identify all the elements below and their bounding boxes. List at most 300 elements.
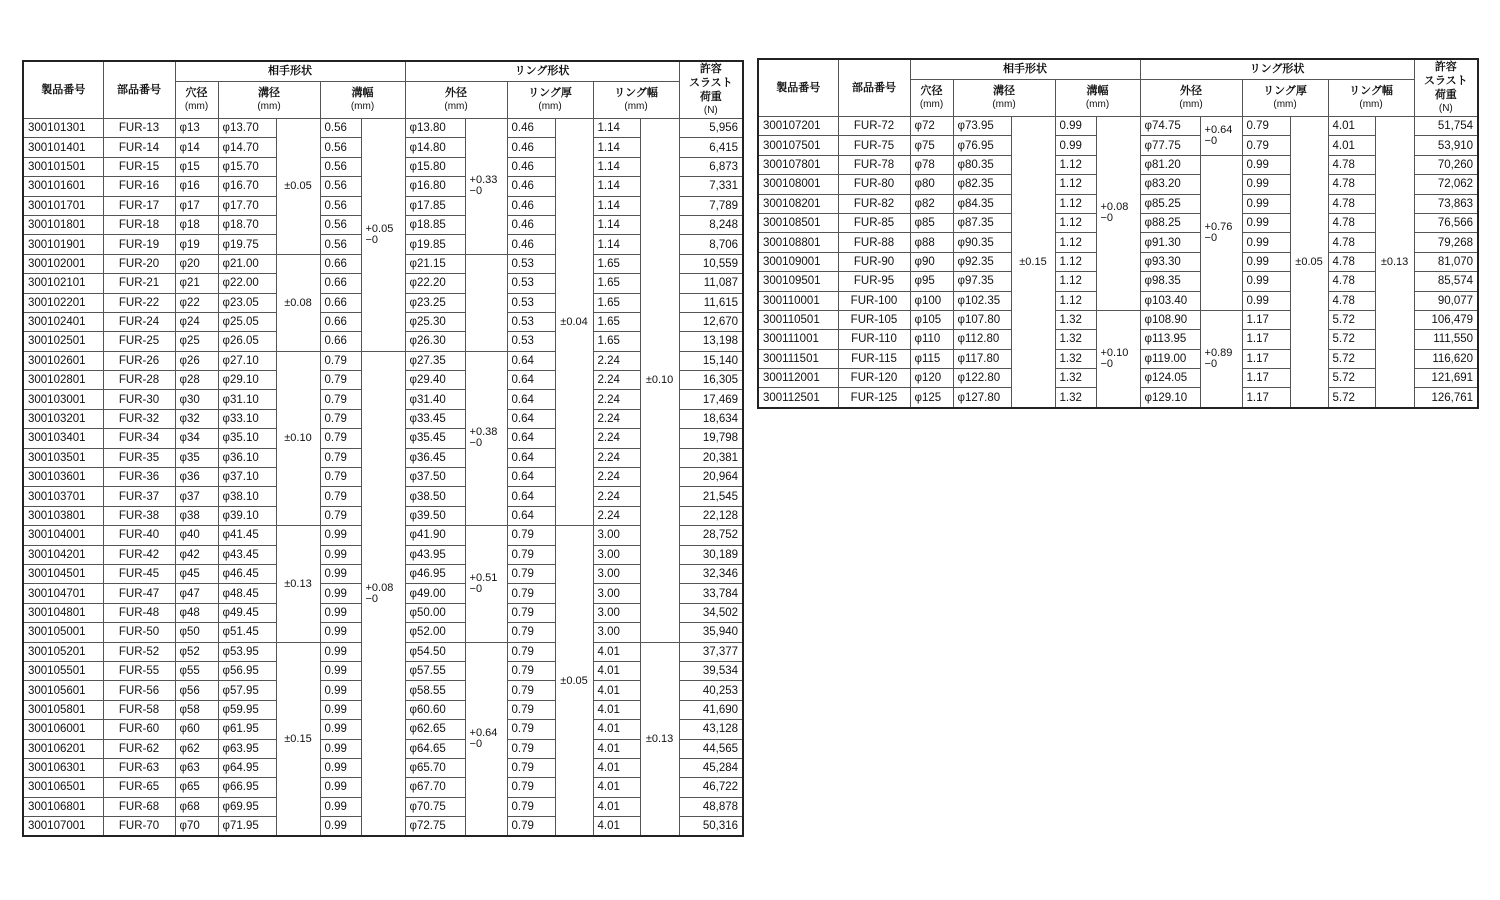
cell-ring-width: 3.00 bbox=[593, 603, 640, 622]
cell-ring-width: 4.01 bbox=[593, 739, 640, 758]
cell-ring-thickness: 0.99 bbox=[1242, 291, 1290, 310]
tolerance-groove-dia: ±0.15 bbox=[1011, 117, 1055, 408]
cell-bore: φ15 bbox=[175, 157, 218, 176]
cell-groove-width: 0.79 bbox=[320, 487, 361, 506]
cell-part-no: FUR-35 bbox=[103, 448, 175, 467]
cell-part-no: FUR-45 bbox=[103, 564, 175, 583]
cell-ring-width: 4.01 bbox=[1328, 136, 1375, 155]
cell-bore: φ100 bbox=[910, 291, 953, 310]
cell-bore: φ58 bbox=[175, 700, 218, 719]
tolerance-ring-width: ±0.10 bbox=[640, 119, 679, 643]
cell-bore: φ20 bbox=[175, 254, 218, 273]
cell-bore: φ35 bbox=[175, 448, 218, 467]
cell-groove-dia: φ61.95 bbox=[218, 720, 276, 739]
cell-bore: φ78 bbox=[910, 155, 953, 174]
cell-groove-width: 1.12 bbox=[1055, 155, 1096, 174]
tolerance-outer-dia: +0.33 −0 bbox=[465, 119, 507, 255]
cell-ring-width: 2.24 bbox=[593, 390, 640, 409]
cell-part-no: FUR-125 bbox=[838, 388, 910, 408]
cell-bore: φ110 bbox=[910, 330, 953, 349]
cell-outer-dia: φ52.00 bbox=[405, 623, 465, 642]
cell-product-no: 300107201 bbox=[758, 117, 838, 136]
cell-groove-width: 0.56 bbox=[320, 138, 361, 157]
cell-bore: φ55 bbox=[175, 661, 218, 680]
header-part-no: 部品番号 bbox=[103, 61, 175, 119]
tolerance-groove-width: +0.10 −0 bbox=[1096, 310, 1140, 407]
cell-product-no: 300112501 bbox=[758, 388, 838, 408]
cell-bore: φ42 bbox=[175, 545, 218, 564]
cell-bore: φ48 bbox=[175, 603, 218, 622]
cell-ring-width: 1.14 bbox=[593, 119, 640, 138]
tolerance-outer-dia: +0.51 −0 bbox=[465, 526, 507, 642]
cell-ring-thickness: 0.79 bbox=[507, 720, 555, 739]
cell-groove-dia: φ33.10 bbox=[218, 409, 276, 428]
cell-bore: φ21 bbox=[175, 274, 218, 293]
cell-groove-dia: φ26.05 bbox=[218, 332, 276, 351]
cell-product-no: 300101401 bbox=[23, 138, 103, 157]
cell-groove-dia: φ36.10 bbox=[218, 448, 276, 467]
cell-ring-width: 4.01 bbox=[593, 797, 640, 816]
cell-groove-dia: φ21.00 bbox=[218, 254, 276, 273]
tolerance-outer-dia: +0.64 −0 bbox=[465, 642, 507, 836]
cell-ring-width: 1.14 bbox=[593, 235, 640, 254]
cell-thrust-load: 121,691 bbox=[1414, 369, 1478, 388]
cell-bore: φ45 bbox=[175, 564, 218, 583]
header-product-no: 製品番号 bbox=[758, 59, 838, 117]
cell-thrust-load: 73,863 bbox=[1414, 194, 1478, 213]
header-groove-width: 溝幅 (mm) bbox=[320, 81, 405, 118]
cell-part-no: FUR-120 bbox=[838, 369, 910, 388]
cell-groove-width: 0.56 bbox=[320, 235, 361, 254]
cell-bore: φ22 bbox=[175, 293, 218, 312]
cell-thrust-load: 11,087 bbox=[679, 274, 743, 293]
tolerance-outer-dia: +0.89 −0 bbox=[1200, 310, 1242, 407]
tolerance-groove-dia: ±0.15 bbox=[276, 642, 320, 836]
cell-groove-dia: φ23.05 bbox=[218, 293, 276, 312]
cell-groove-dia: φ71.95 bbox=[218, 817, 276, 837]
cell-product-no: 300101801 bbox=[23, 215, 103, 234]
cell-thrust-load: 6,873 bbox=[679, 157, 743, 176]
cell-ring-width: 4.01 bbox=[593, 700, 640, 719]
cell-ring-thickness: 0.53 bbox=[507, 274, 555, 293]
cell-thrust-load: 43,128 bbox=[679, 720, 743, 739]
cell-groove-width: 0.66 bbox=[320, 274, 361, 293]
cell-groove-dia: φ19.75 bbox=[218, 235, 276, 254]
cell-product-no: 300104701 bbox=[23, 584, 103, 603]
cell-groove-dia: φ102.35 bbox=[953, 291, 1011, 310]
cell-bore: φ85 bbox=[910, 213, 953, 232]
cell-thrust-load: 15,140 bbox=[679, 351, 743, 370]
cell-ring-width: 1.14 bbox=[593, 157, 640, 176]
cell-product-no: 300101901 bbox=[23, 235, 103, 254]
cell-bore: φ105 bbox=[910, 310, 953, 329]
cell-groove-dia: φ64.95 bbox=[218, 758, 276, 777]
cell-groove-dia: φ27.10 bbox=[218, 351, 276, 370]
cell-part-no: FUR-110 bbox=[838, 330, 910, 349]
header-ring-width: リング幅 (mm) bbox=[1328, 79, 1414, 116]
header-outer-dia: 外径 (mm) bbox=[405, 81, 507, 118]
cell-ring-width: 2.24 bbox=[593, 448, 640, 467]
cell-groove-dia: φ56.95 bbox=[218, 661, 276, 680]
header-thrust-load: 許容 スラスト 荷重 (N) bbox=[1414, 59, 1478, 117]
cell-thrust-load: 50,316 bbox=[679, 817, 743, 837]
cell-ring-width: 1.14 bbox=[593, 215, 640, 234]
cell-thrust-load: 6,415 bbox=[679, 138, 743, 157]
cell-part-no: FUR-21 bbox=[103, 274, 175, 293]
cell-thrust-load: 48,878 bbox=[679, 797, 743, 816]
cell-ring-width: 2.24 bbox=[593, 429, 640, 448]
cell-ring-thickness: 0.79 bbox=[1242, 136, 1290, 155]
cell-thrust-load: 126,761 bbox=[1414, 388, 1478, 408]
header-ring-thickness: リング厚 (mm) bbox=[507, 81, 593, 118]
cell-ring-width: 4.01 bbox=[593, 778, 640, 797]
cell-groove-width: 1.12 bbox=[1055, 291, 1096, 310]
cell-groove-dia: φ92.35 bbox=[953, 252, 1011, 271]
cell-outer-dia: φ54.50 bbox=[405, 642, 465, 661]
cell-groove-dia: φ112.80 bbox=[953, 330, 1011, 349]
cell-outer-dia: φ60.60 bbox=[405, 700, 465, 719]
cell-bore: φ65 bbox=[175, 778, 218, 797]
cell-product-no: 300111501 bbox=[758, 349, 838, 368]
cell-ring-thickness: 0.79 bbox=[507, 623, 555, 642]
cell-groove-width: 0.66 bbox=[320, 254, 361, 273]
header-ring-shape: リング形状 bbox=[405, 61, 679, 81]
cell-groove-dia: φ35.10 bbox=[218, 429, 276, 448]
cell-groove-width: 0.66 bbox=[320, 312, 361, 331]
cell-groove-dia: φ73.95 bbox=[953, 117, 1011, 136]
cell-groove-dia: φ97.35 bbox=[953, 272, 1011, 291]
table-row bbox=[758, 117, 1478, 136]
cell-ring-width: 4.01 bbox=[593, 758, 640, 777]
cell-part-no: FUR-16 bbox=[103, 177, 175, 196]
cell-groove-width: 0.99 bbox=[320, 526, 361, 545]
cell-thrust-load: 21,545 bbox=[679, 487, 743, 506]
cell-ring-width: 3.00 bbox=[593, 564, 640, 583]
cell-groove-dia: φ122.80 bbox=[953, 369, 1011, 388]
cell-groove-width: 0.79 bbox=[320, 409, 361, 428]
cell-ring-thickness: 1.17 bbox=[1242, 330, 1290, 349]
cell-thrust-load: 28,752 bbox=[679, 526, 743, 545]
cell-bore: φ40 bbox=[175, 526, 218, 545]
cell-part-no: FUR-30 bbox=[103, 390, 175, 409]
cell-outer-dia: φ81.20 bbox=[1140, 155, 1200, 174]
cell-ring-thickness: 0.79 bbox=[507, 526, 555, 545]
cell-groove-width: 0.79 bbox=[320, 468, 361, 487]
cell-ring-thickness: 0.64 bbox=[507, 390, 555, 409]
cell-ring-width: 4.01 bbox=[593, 817, 640, 837]
cell-part-no: FUR-32 bbox=[103, 409, 175, 428]
cell-outer-dia: φ91.30 bbox=[1140, 233, 1200, 252]
cell-groove-dia: φ53.95 bbox=[218, 642, 276, 661]
cell-thrust-load: 76,566 bbox=[1414, 213, 1478, 232]
cell-ring-width: 1.65 bbox=[593, 293, 640, 312]
header-outer-dia: 外径 (mm) bbox=[1140, 79, 1242, 116]
cell-part-no: FUR-25 bbox=[103, 332, 175, 351]
cell-bore: φ34 bbox=[175, 429, 218, 448]
cell-outer-dia: φ15.80 bbox=[405, 157, 465, 176]
cell-thrust-load: 79,268 bbox=[1414, 233, 1478, 252]
cell-product-no: 300102801 bbox=[23, 371, 103, 390]
cell-ring-thickness: 0.99 bbox=[1242, 233, 1290, 252]
cell-thrust-load: 51,754 bbox=[1414, 117, 1478, 136]
cell-product-no: 300105201 bbox=[23, 642, 103, 661]
cell-ring-thickness: 0.46 bbox=[507, 119, 555, 138]
cell-product-no: 300104501 bbox=[23, 564, 103, 583]
cell-ring-width: 1.65 bbox=[593, 254, 640, 273]
cell-ring-thickness: 0.53 bbox=[507, 312, 555, 331]
cell-groove-width: 1.12 bbox=[1055, 194, 1096, 213]
cell-product-no: 300104001 bbox=[23, 526, 103, 545]
cell-groove-width: 0.79 bbox=[320, 351, 361, 370]
cell-part-no: FUR-24 bbox=[103, 312, 175, 331]
cell-part-no: FUR-62 bbox=[103, 739, 175, 758]
cell-product-no: 300106201 bbox=[23, 739, 103, 758]
cell-product-no: 300103801 bbox=[23, 506, 103, 525]
tolerance-groove-dia: ±0.08 bbox=[276, 254, 320, 351]
cell-thrust-load: 32,346 bbox=[679, 564, 743, 583]
cell-outer-dia: φ43.95 bbox=[405, 545, 465, 564]
cell-ring-thickness: 0.46 bbox=[507, 177, 555, 196]
cell-part-no: FUR-40 bbox=[103, 526, 175, 545]
header-ring-shape: リング形状 bbox=[1140, 59, 1414, 79]
cell-outer-dia: φ25.30 bbox=[405, 312, 465, 331]
cell-outer-dia: φ23.25 bbox=[405, 293, 465, 312]
cell-bore: φ56 bbox=[175, 681, 218, 700]
cell-part-no: FUR-100 bbox=[838, 291, 910, 310]
cell-groove-dia: φ31.10 bbox=[218, 390, 276, 409]
cell-bore: φ115 bbox=[910, 349, 953, 368]
cell-ring-width: 3.00 bbox=[593, 584, 640, 603]
cell-ring-thickness: 0.79 bbox=[507, 739, 555, 758]
cell-outer-dia: φ65.70 bbox=[405, 758, 465, 777]
cell-groove-width: 0.79 bbox=[320, 506, 361, 525]
cell-product-no: 300105001 bbox=[23, 623, 103, 642]
cell-product-no: 300110501 bbox=[758, 310, 838, 329]
cell-bore: φ80 bbox=[910, 175, 953, 194]
cell-part-no: FUR-78 bbox=[838, 155, 910, 174]
cell-groove-width: 0.66 bbox=[320, 332, 361, 351]
cell-product-no: 300102601 bbox=[23, 351, 103, 370]
cell-outer-dia: φ41.90 bbox=[405, 526, 465, 545]
cell-outer-dia: φ129.10 bbox=[1140, 388, 1200, 408]
cell-ring-thickness: 0.99 bbox=[1242, 194, 1290, 213]
cell-ring-thickness: 0.64 bbox=[507, 409, 555, 428]
cell-product-no: 300109501 bbox=[758, 272, 838, 291]
cell-outer-dia: φ50.00 bbox=[405, 603, 465, 622]
cell-ring-width: 3.00 bbox=[593, 623, 640, 642]
cell-outer-dia: φ27.35 bbox=[405, 351, 465, 370]
cell-thrust-load: 17,469 bbox=[679, 390, 743, 409]
cell-ring-thickness: 0.79 bbox=[507, 797, 555, 816]
cell-part-no: FUR-75 bbox=[838, 136, 910, 155]
cell-product-no: 300106801 bbox=[23, 797, 103, 816]
cell-part-no: FUR-20 bbox=[103, 254, 175, 273]
cell-groove-dia: φ87.35 bbox=[953, 213, 1011, 232]
cell-ring-width: 5.72 bbox=[1328, 330, 1375, 349]
cell-outer-dia: φ98.35 bbox=[1140, 272, 1200, 291]
cell-ring-width: 2.24 bbox=[593, 487, 640, 506]
cell-part-no: FUR-47 bbox=[103, 584, 175, 603]
cell-part-no: FUR-37 bbox=[103, 487, 175, 506]
cell-ring-thickness: 1.17 bbox=[1242, 310, 1290, 329]
cell-groove-dia: φ69.95 bbox=[218, 797, 276, 816]
cell-outer-dia: φ21.15 bbox=[405, 254, 465, 273]
cell-groove-width: 0.99 bbox=[320, 584, 361, 603]
cell-outer-dia: φ38.50 bbox=[405, 487, 465, 506]
cell-groove-width: 1.12 bbox=[1055, 233, 1096, 252]
cell-groove-width: 0.56 bbox=[320, 215, 361, 234]
cell-thrust-load: 44,565 bbox=[679, 739, 743, 758]
cell-bore: φ24 bbox=[175, 312, 218, 331]
tolerance-ring-width: ±0.13 bbox=[640, 642, 679, 836]
cell-product-no: 300106001 bbox=[23, 720, 103, 739]
cell-outer-dia: φ29.40 bbox=[405, 371, 465, 390]
cell-ring-width: 2.24 bbox=[593, 371, 640, 390]
cell-ring-thickness: 0.99 bbox=[1242, 272, 1290, 291]
cell-product-no: 300108501 bbox=[758, 213, 838, 232]
cell-part-no: FUR-38 bbox=[103, 506, 175, 525]
cell-thrust-load: 13,198 bbox=[679, 332, 743, 351]
cell-ring-thickness: 0.46 bbox=[507, 157, 555, 176]
cell-thrust-load: 11,615 bbox=[679, 293, 743, 312]
cell-groove-dia: φ29.10 bbox=[218, 371, 276, 390]
tolerance-groove-dia: ±0.13 bbox=[276, 526, 320, 642]
cell-part-no: FUR-115 bbox=[838, 349, 910, 368]
cell-product-no: 300101701 bbox=[23, 196, 103, 215]
cell-groove-dia: φ14.70 bbox=[218, 138, 276, 157]
cell-ring-width: 1.14 bbox=[593, 196, 640, 215]
cell-product-no: 300106501 bbox=[23, 778, 103, 797]
cell-groove-dia: φ43.45 bbox=[218, 545, 276, 564]
cell-ring-thickness: 0.79 bbox=[507, 603, 555, 622]
cell-product-no: 300105801 bbox=[23, 700, 103, 719]
header-product-no: 製品番号 bbox=[23, 61, 103, 119]
cell-outer-dia: φ103.40 bbox=[1140, 291, 1200, 310]
cell-outer-dia: φ77.75 bbox=[1140, 136, 1200, 155]
cell-groove-width: 0.56 bbox=[320, 157, 361, 176]
header-groove-dia: 溝径 (mm) bbox=[953, 79, 1055, 116]
cell-product-no: 300107001 bbox=[23, 817, 103, 837]
header-ring-width: リング幅 (mm) bbox=[593, 81, 679, 118]
cell-part-no: FUR-55 bbox=[103, 661, 175, 680]
tolerance-groove-width: +0.08 −0 bbox=[1096, 117, 1140, 311]
cell-ring-thickness: 0.99 bbox=[1242, 213, 1290, 232]
cell-groove-dia: φ46.45 bbox=[218, 564, 276, 583]
cell-product-no: 300107501 bbox=[758, 136, 838, 155]
cell-outer-dia: φ108.90 bbox=[1140, 310, 1200, 329]
cell-part-no: FUR-42 bbox=[103, 545, 175, 564]
table-row bbox=[23, 351, 743, 370]
cell-groove-width: 0.99 bbox=[320, 758, 361, 777]
table-body-right bbox=[758, 117, 1478, 408]
cell-ring-thickness: 0.64 bbox=[507, 468, 555, 487]
cell-ring-thickness: 0.53 bbox=[507, 254, 555, 273]
cell-thrust-load: 37,377 bbox=[679, 642, 743, 661]
cell-outer-dia: φ31.40 bbox=[405, 390, 465, 409]
cell-bore: φ68 bbox=[175, 797, 218, 816]
cell-ring-thickness: 0.79 bbox=[1242, 117, 1290, 136]
cell-bore: φ52 bbox=[175, 642, 218, 661]
cell-groove-width: 1.32 bbox=[1055, 388, 1096, 408]
cell-part-no: FUR-19 bbox=[103, 235, 175, 254]
cell-ring-thickness: 0.64 bbox=[507, 371, 555, 390]
cell-part-no: FUR-26 bbox=[103, 351, 175, 370]
cell-outer-dia: φ18.85 bbox=[405, 215, 465, 234]
cell-outer-dia: φ26.30 bbox=[405, 332, 465, 351]
cell-ring-thickness: 0.99 bbox=[1242, 175, 1290, 194]
cell-groove-width: 0.99 bbox=[1055, 136, 1096, 155]
tolerance-ring-thickness: ±0.05 bbox=[555, 526, 593, 837]
cell-thrust-load: 7,331 bbox=[679, 177, 743, 196]
header-ring-thickness: リング厚 (mm) bbox=[1242, 79, 1328, 116]
cell-ring-width: 4.78 bbox=[1328, 291, 1375, 310]
cell-outer-dia: φ33.45 bbox=[405, 409, 465, 428]
tolerance-ring-thickness: ±0.04 bbox=[555, 119, 593, 526]
cell-part-no: FUR-13 bbox=[103, 119, 175, 138]
cell-thrust-load: 18,634 bbox=[679, 409, 743, 428]
tolerance-outer-dia: +0.76 −0 bbox=[1200, 155, 1242, 310]
cell-ring-width: 1.65 bbox=[593, 312, 640, 331]
cell-groove-dia: φ63.95 bbox=[218, 739, 276, 758]
tolerance-outer-dia bbox=[465, 254, 507, 351]
cell-bore: φ16 bbox=[175, 177, 218, 196]
cell-groove-dia: φ13.70 bbox=[218, 119, 276, 138]
cell-groove-dia: φ39.10 bbox=[218, 506, 276, 525]
cell-bore: φ26 bbox=[175, 351, 218, 370]
cell-ring-width: 2.24 bbox=[593, 468, 640, 487]
cell-groove-width: 0.66 bbox=[320, 293, 361, 312]
cell-bore: φ62 bbox=[175, 739, 218, 758]
cell-part-no: FUR-88 bbox=[838, 233, 910, 252]
cell-thrust-load: 19,798 bbox=[679, 429, 743, 448]
cell-outer-dia: φ85.25 bbox=[1140, 194, 1200, 213]
cell-ring-thickness: 0.46 bbox=[507, 196, 555, 215]
cell-bore: φ63 bbox=[175, 758, 218, 777]
cell-bore: φ70 bbox=[175, 817, 218, 837]
cell-groove-dia: φ17.70 bbox=[218, 196, 276, 215]
cell-part-no: FUR-80 bbox=[838, 175, 910, 194]
cell-groove-dia: φ49.45 bbox=[218, 603, 276, 622]
cell-ring-thickness: 0.79 bbox=[507, 661, 555, 680]
cell-groove-width: 0.56 bbox=[320, 119, 361, 138]
cell-thrust-load: 20,381 bbox=[679, 448, 743, 467]
cell-thrust-load: 46,722 bbox=[679, 778, 743, 797]
cell-groove-width: 1.32 bbox=[1055, 330, 1096, 349]
header-groove-width: 溝幅 (mm) bbox=[1055, 79, 1140, 116]
cell-groove-dia: φ38.10 bbox=[218, 487, 276, 506]
cell-ring-thickness: 0.99 bbox=[1242, 252, 1290, 271]
cell-groove-width: 0.99 bbox=[320, 564, 361, 583]
cell-groove-dia: φ107.80 bbox=[953, 310, 1011, 329]
cell-bore: φ17 bbox=[175, 196, 218, 215]
cell-ring-thickness: 0.79 bbox=[507, 778, 555, 797]
cell-thrust-load: 72,062 bbox=[1414, 175, 1478, 194]
spec-table-left bbox=[22, 60, 744, 837]
cell-thrust-load: 41,690 bbox=[679, 700, 743, 719]
cell-ring-thickness: 0.64 bbox=[507, 506, 555, 525]
cell-part-no: FUR-95 bbox=[838, 272, 910, 291]
cell-product-no: 300102201 bbox=[23, 293, 103, 312]
cell-thrust-load: 8,706 bbox=[679, 235, 743, 254]
cell-groove-width: 0.99 bbox=[320, 681, 361, 700]
cell-groove-width: 0.99 bbox=[320, 642, 361, 661]
cell-groove-width: 0.99 bbox=[320, 700, 361, 719]
cell-ring-thickness: 1.17 bbox=[1242, 349, 1290, 368]
cell-ring-width: 4.78 bbox=[1328, 213, 1375, 232]
cell-ring-thickness: 0.46 bbox=[507, 235, 555, 254]
cell-part-no: FUR-60 bbox=[103, 720, 175, 739]
cell-ring-width: 4.01 bbox=[593, 681, 640, 700]
